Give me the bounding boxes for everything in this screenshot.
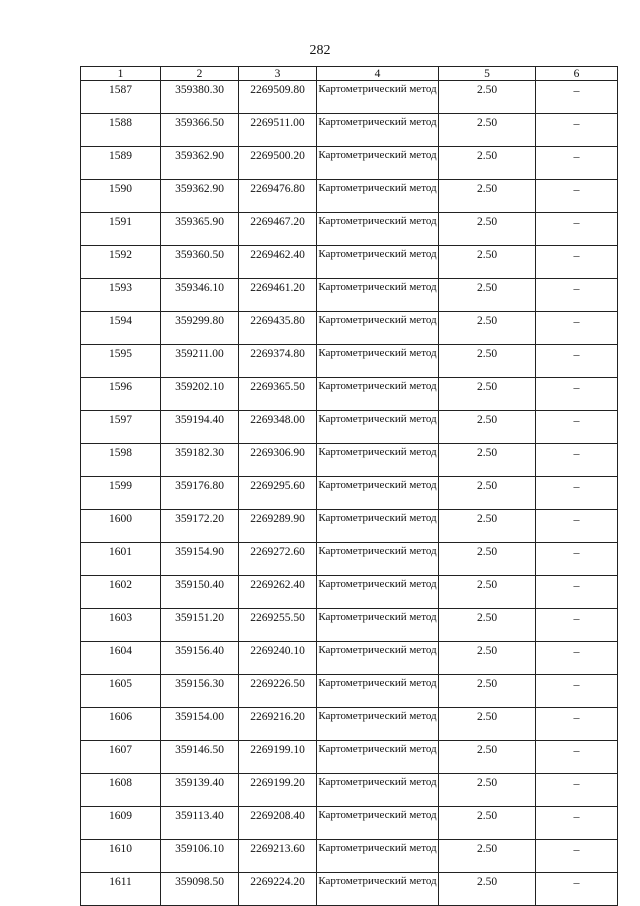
y-coordinate-cell: 2269262.40 [239,576,317,609]
table-row [81,378,618,411]
method-cell: Картометрический метод [317,378,439,411]
method-cell: Картометрический метод [317,213,439,246]
y-coordinate-cell: 2269255.50 [239,609,317,642]
y-coordinate-cell: 2269462.40 [239,246,317,279]
accuracy-cell: 2.50 [439,378,536,411]
table-row [81,576,618,609]
method-cell: Картометрический метод [317,345,439,378]
method-cell: Картометрический метод [317,312,439,345]
point-number-cell: 1596 [81,378,161,411]
method-cell: Картометрический метод [317,543,439,576]
accuracy-cell: 2.50 [439,708,536,741]
y-coordinate-cell: 2269511.00 [239,114,317,147]
method-cell: Картометрический метод [317,81,439,114]
table-row [81,510,618,543]
note-cell: – [536,675,618,708]
table-row [81,642,618,675]
accuracy-cell: 2.50 [439,675,536,708]
accuracy-cell: 2.50 [439,444,536,477]
table-row [81,774,618,807]
x-coordinate-cell: 359113.40 [161,807,239,840]
note-cell: – [536,477,618,510]
x-coordinate-cell: 359346.10 [161,279,239,312]
note-cell: – [536,180,618,213]
accuracy-cell: 2.50 [439,807,536,840]
method-cell: Картометрический метод [317,642,439,675]
point-number-cell: 1603 [81,609,161,642]
note-cell: – [536,576,618,609]
point-number-cell: 1597 [81,411,161,444]
table-row [81,444,618,477]
note-cell: – [536,873,618,906]
x-coordinate-cell: 359146.50 [161,741,239,774]
table-row [81,609,618,642]
note-cell: – [536,213,618,246]
point-number-cell: 1589 [81,147,161,180]
point-number-cell: 1591 [81,213,161,246]
y-coordinate-cell: 2269467.20 [239,213,317,246]
method-cell: Картометрический метод [317,147,439,180]
note-cell: – [536,312,618,345]
accuracy-cell: 2.50 [439,642,536,675]
accuracy-cell: 2.50 [439,345,536,378]
point-number-cell: 1601 [81,543,161,576]
note-cell: – [536,741,618,774]
table-header [81,67,618,81]
accuracy-cell: 2.50 [439,246,536,279]
point-number-cell: 1588 [81,114,161,147]
accuracy-cell: 2.50 [439,576,536,609]
point-number-cell: 1611 [81,873,161,906]
table-body [81,81,618,906]
accuracy-cell: 2.50 [439,609,536,642]
note-cell: – [536,411,618,444]
x-coordinate-cell: 359172.20 [161,510,239,543]
note-cell: – [536,609,618,642]
accuracy-cell: 2.50 [439,147,536,180]
method-cell: Картометрический метод [317,114,439,147]
y-coordinate-cell: 2269306.90 [239,444,317,477]
x-coordinate-cell: 359380.30 [161,81,239,114]
method-cell: Картометрический метод [317,180,439,213]
accuracy-cell: 2.50 [439,510,536,543]
table-row [81,345,618,378]
point-number-cell: 1592 [81,246,161,279]
x-coordinate-cell: 359365.90 [161,213,239,246]
point-number-cell: 1602 [81,576,161,609]
note-cell: – [536,807,618,840]
y-coordinate-cell: 2269213.60 [239,840,317,873]
point-number-cell: 1604 [81,642,161,675]
y-coordinate-cell: 2269289.90 [239,510,317,543]
page-number: 282 [309,43,331,58]
method-cell: Картометрический метод [317,807,439,840]
y-coordinate-cell: 2269374.80 [239,345,317,378]
note-cell: – [536,114,618,147]
x-coordinate-cell: 359154.90 [161,543,239,576]
accuracy-cell: 2.50 [439,213,536,246]
method-cell: Картометрический метод [317,840,439,873]
note-cell: – [536,543,618,576]
x-coordinate-cell: 359154.00 [161,708,239,741]
note-cell: – [536,81,618,114]
table-row [81,213,618,246]
table-row [81,741,618,774]
x-coordinate-cell: 359362.90 [161,180,239,213]
x-coordinate-cell: 359194.40 [161,411,239,444]
method-cell: Картометрический метод [317,675,439,708]
method-cell: Картометрический метод [317,411,439,444]
table-row [81,114,618,147]
y-coordinate-cell: 2269240.10 [239,642,317,675]
y-coordinate-cell: 2269224.20 [239,873,317,906]
table-row [81,675,618,708]
note-cell: – [536,345,618,378]
accuracy-cell: 2.50 [439,840,536,873]
accuracy-cell: 2.50 [439,741,536,774]
point-number-cell: 1610 [81,840,161,873]
y-coordinate-cell: 2269199.10 [239,741,317,774]
y-coordinate-cell: 2269476.80 [239,180,317,213]
column-header-2: 2 [161,67,239,81]
method-cell: Картометрический метод [317,246,439,279]
method-cell: Картометрический метод [317,477,439,510]
table-row [81,246,618,279]
x-coordinate-cell: 359156.30 [161,675,239,708]
table-row [81,81,618,114]
x-coordinate-cell: 359156.40 [161,642,239,675]
method-cell: Картометрический метод [317,444,439,477]
table-row [81,543,618,576]
y-coordinate-cell: 2269272.60 [239,543,317,576]
y-coordinate-cell: 2269199.20 [239,774,317,807]
table-row [81,708,618,741]
point-number-cell: 1587 [81,81,161,114]
header-row [81,67,618,81]
accuracy-cell: 2.50 [439,312,536,345]
accuracy-cell: 2.50 [439,114,536,147]
accuracy-cell: 2.50 [439,873,536,906]
column-header-6: 6 [536,67,618,81]
note-cell: – [536,279,618,312]
point-number-cell: 1595 [81,345,161,378]
x-coordinate-cell: 359098.50 [161,873,239,906]
x-coordinate-cell: 359366.50 [161,114,239,147]
x-coordinate-cell: 359139.40 [161,774,239,807]
y-coordinate-cell: 2269461.20 [239,279,317,312]
method-cell: Картометрический метод [317,708,439,741]
method-cell: Картометрический метод [317,774,439,807]
point-number-cell: 1594 [81,312,161,345]
accuracy-cell: 2.50 [439,477,536,510]
point-number-cell: 1590 [81,180,161,213]
accuracy-cell: 2.50 [439,543,536,576]
accuracy-cell: 2.50 [439,180,536,213]
x-coordinate-cell: 359202.10 [161,378,239,411]
x-coordinate-cell: 359182.30 [161,444,239,477]
x-coordinate-cell: 359106.10 [161,840,239,873]
table-row [81,477,618,510]
x-coordinate-cell: 359362.90 [161,147,239,180]
column-header-1: 1 [81,67,161,81]
table-row [81,840,618,873]
accuracy-cell: 2.50 [439,774,536,807]
method-cell: Картометрический метод [317,741,439,774]
point-number-cell: 1605 [81,675,161,708]
table-row [81,807,618,840]
method-cell: Картометрический метод [317,510,439,543]
table-row [81,147,618,180]
point-number-cell: 1598 [81,444,161,477]
point-number-cell: 1608 [81,774,161,807]
method-cell: Картометрический метод [317,609,439,642]
column-header-4: 4 [317,67,439,81]
note-cell: – [536,840,618,873]
point-number-cell: 1609 [81,807,161,840]
accuracy-cell: 2.50 [439,279,536,312]
table-row [81,180,618,213]
x-coordinate-cell: 359176.80 [161,477,239,510]
x-coordinate-cell: 359299.80 [161,312,239,345]
y-coordinate-cell: 2269348.00 [239,411,317,444]
note-cell: – [536,246,618,279]
point-number-cell: 1599 [81,477,161,510]
point-number-cell: 1607 [81,741,161,774]
x-coordinate-cell: 359360.50 [161,246,239,279]
method-cell: Картометрический метод [317,279,439,312]
y-coordinate-cell: 2269208.40 [239,807,317,840]
y-coordinate-cell: 2269500.20 [239,147,317,180]
note-cell: – [536,147,618,180]
note-cell: – [536,708,618,741]
y-coordinate-cell: 2269365.50 [239,378,317,411]
method-cell: Картометрический метод [317,576,439,609]
coordinates-table [80,66,618,906]
y-coordinate-cell: 2269216.20 [239,708,317,741]
table-row [81,411,618,444]
note-cell: – [536,642,618,675]
point-number-cell: 1606 [81,708,161,741]
column-header-5: 5 [439,67,536,81]
table-row [81,312,618,345]
note-cell: – [536,774,618,807]
note-cell: – [536,378,618,411]
y-coordinate-cell: 2269435.80 [239,312,317,345]
note-cell: – [536,444,618,477]
y-coordinate-cell: 2269226.50 [239,675,317,708]
x-coordinate-cell: 359211.00 [161,345,239,378]
table-row [81,279,618,312]
note-cell: – [536,510,618,543]
x-coordinate-cell: 359151.20 [161,609,239,642]
x-coordinate-cell: 359150.40 [161,576,239,609]
table-row [81,873,618,906]
accuracy-cell: 2.50 [439,81,536,114]
y-coordinate-cell: 2269509.80 [239,81,317,114]
column-header-3: 3 [239,67,317,81]
method-cell: Картометрический метод [317,873,439,906]
accuracy-cell: 2.50 [439,411,536,444]
point-number-cell: 1600 [81,510,161,543]
point-number-cell: 1593 [81,279,161,312]
y-coordinate-cell: 2269295.60 [239,477,317,510]
